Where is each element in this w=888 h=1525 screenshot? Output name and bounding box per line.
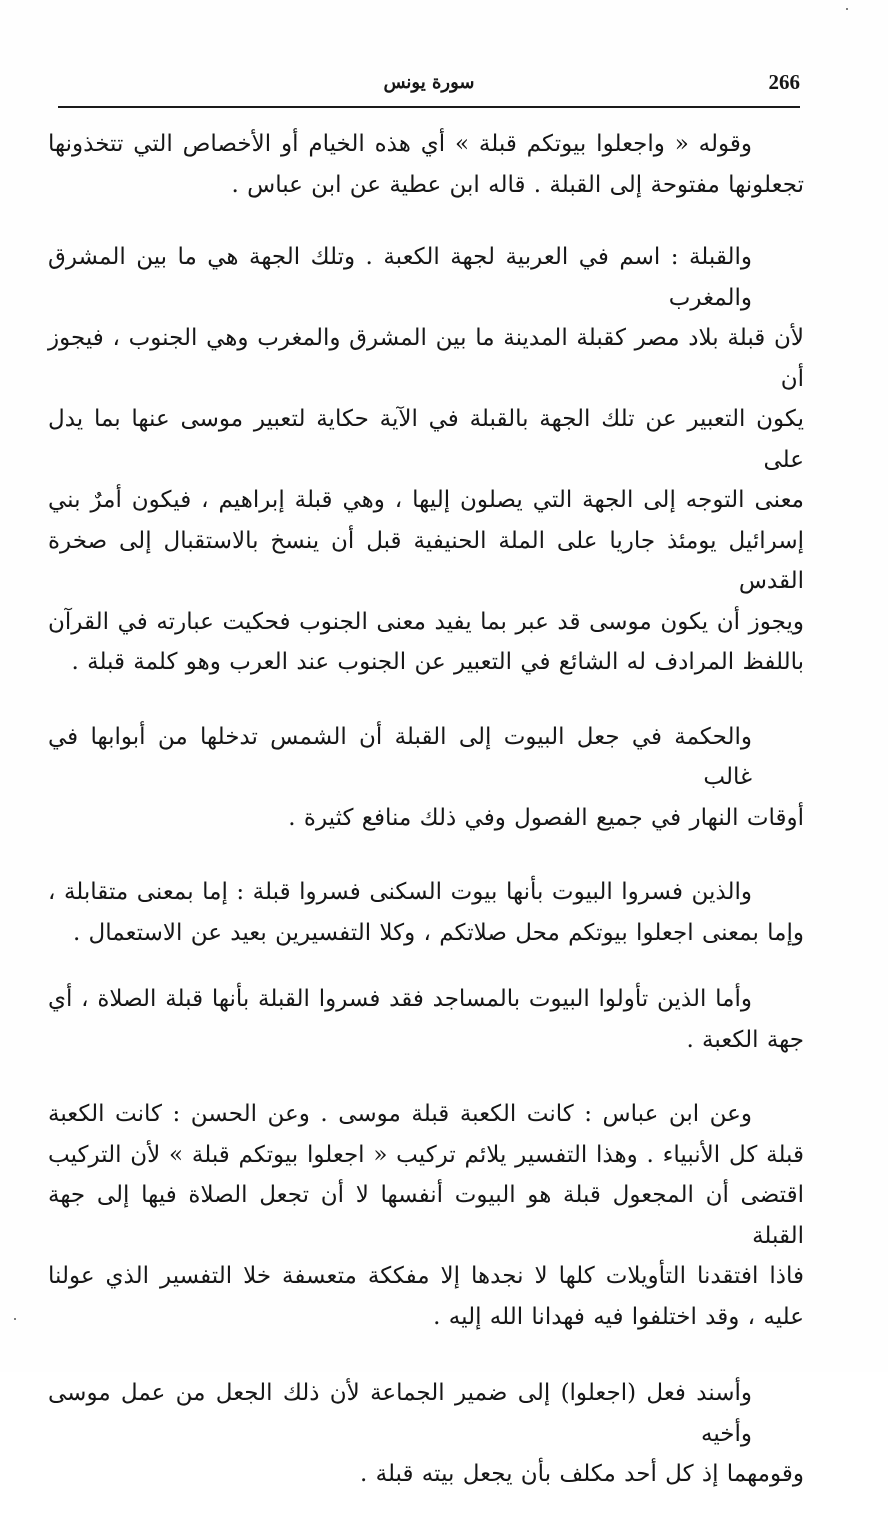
text-line: باللفظ المرادف له الشائع في التعبير عن الجنوب عند العرب وهو كلمة قبلة . [71,649,804,675]
text-line: عليه ، وقد اختلفوا فيه فهدانا الله إليه . [433,1303,804,1330]
page-number: 266 [768,70,800,94]
scan-speck [14,1318,16,1320]
paragraph [48,1373,804,1495]
running-head: سورة يونس [383,72,475,93]
text-line: والقبلة : اسم في العربية لجهة الكعبة . وتلك الجهة هي ما بين المشرق والمغرب [48,244,752,311]
text-line: والحكمة في جعل البيوت إلى القبلة أن الشمس تدخلها من أبوابها في غالب [48,723,752,790]
paragraph [48,237,804,683]
text-line: يكون التعبير عن تلك الجهة بالقبلة في الآية حكاية لتعبير موسى عنها بما يدل على [48,406,804,473]
page-header [58,62,800,108]
text-line: تجعلونها مفتوحة إلى القبلة . قاله ابن عطية عن ابن عباس . [231,171,804,198]
text-line: اقتضى أن المجعول قبلة هو البيوت أنفسها لا أن تجعل الصلاة فيها إلى جهة القبلة [48,1182,804,1249]
paragraph [48,717,804,839]
text-line: إسرائيل يومئذ جاريا على الملة الحنيفية قبل أن ينسخ بالاستقبال إلى صخرة القدس [48,527,804,594]
text-line: معنى التوجه إلى الجهة التي يصلون إليها ، وهي قبلة إبراهيم ، فيكون أمرٌ بني [48,487,804,513]
text-line: جهة الكعبة . [686,1026,804,1053]
text-line: لأن قبلة بلاد مصر كقبلة المدينة ما بين المشرق والمغرب وهي الجنوب ، فيجوز أن [48,325,804,392]
body-text [48,124,804,1525]
text-line: ويجوز أن يكون موسى قد عبر بما يفيد معنى الجنوب فحكيت عبارته في القرآن [48,608,804,635]
text-line: وإما بمعنى اجعلوا بيوتكم محل صلاتكم ، وكلا التفسيرين بعيد عن الاستعمال . [72,919,804,946]
text-line: قبلة كل الأنبياء . وهذا التفسير يلائم تركيب « اجعلوا بيوتكم قبلة » لأن التركيب [48,1141,804,1168]
paragraph [48,872,804,953]
text-line: وقوله « واجعلوا بيوتكم قبلة » أي هذه الخيام أو الأخصاص التي تتخذونها [48,131,752,157]
text-line: وعن ابن عباس : كانت الكعبة قبلة موسى . وعن الحسن : كانت الكعبة [48,1101,752,1127]
scan-speck [846,8,848,10]
text-line: وأسند فعل (اجعلوا) إلى ضمير الجماعة لأن ذلك الجعل من عمل موسى وأخيه [48,1380,752,1447]
text-line: والذين فسروا البيوت بأنها بيوت السكنى فسروا قبلة : إما بمعنى متقابلة ، [48,879,752,905]
paragraph [48,124,804,205]
paragraph [48,1094,804,1337]
text-line: أوقات النهار في جميع الفصول وفي ذلك منافع كثيرة . [288,804,804,831]
text-line: وقومهما إذ كل أحد مكلف بأن يجعل بيته قبلة . [359,1461,804,1487]
paragraph [48,979,804,1060]
text-line: فاذا افتقدنا التأويلات كلها لا نجدها إلا مفككة متعسفة خلا التفسير الذي عولنا [48,1263,804,1289]
text-line: وأما الذين تأولوا البيوت بالمساجد فقد فسروا القبلة بأنها قبلة الصلاة ، أي [48,986,752,1012]
